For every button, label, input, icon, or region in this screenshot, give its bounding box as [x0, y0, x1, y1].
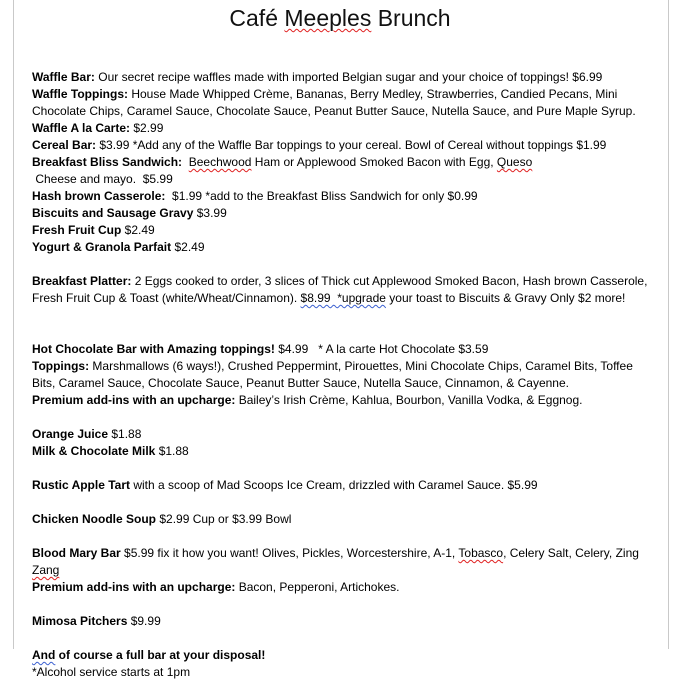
menu-item-breakfast-platter: [32, 273, 657, 307]
item-desc: your toast to Biscuits & Gravy Only $2 more!: [385, 291, 626, 305]
item-name: Premium add-ins with an upcharge:: [32, 580, 236, 594]
spelling-flag: Beechwood: [188, 155, 252, 169]
item-desc: Cheese and mayo. $5.99: [32, 172, 173, 186]
alcohol-service-note: *Alcohol service starts at 1pm: [32, 665, 191, 679]
item-name: Yogurt & Granola Parfait: [32, 240, 172, 254]
item-desc: $9.99: [127, 614, 161, 628]
menu-item-bloody-mary: [32, 545, 657, 579]
menu-item-premium-addins: [32, 392, 657, 409]
item-desc: $4.99 * A la carte Hot Chocolate $3.59: [274, 342, 489, 356]
full-bar-note: [32, 647, 657, 664]
item-desc: 2 Eggs cooked to order, 3 slices of Thick cut Applewood Smoked Bacon, Hash brown Casserole, Fresh Fruit Cup & Toast (white/Wheat/Cinnamon).: [32, 274, 648, 305]
spacer: [32, 528, 657, 545]
spacer: [32, 409, 657, 426]
menu-item-toppings: [32, 358, 657, 392]
menu-item-waffle-toppings: [32, 86, 657, 120]
item-desc: Bailey’s Irish Crème, Kahlua, Bourbon, Vanilla Vodka, & Eggnog.: [235, 393, 583, 407]
menu-item-soup: [32, 511, 657, 528]
menu-item-waffle-alacarte: [32, 120, 657, 137]
item-name: Breakfast Bliss Sandwich:: [32, 155, 183, 169]
item-name: Waffle Bar:: [32, 70, 95, 84]
menu-item-orange-juice: [32, 426, 657, 443]
item-desc: $3.99: [193, 206, 227, 220]
item-desc: Our secret recipe waffles made with imported Belgian sugar and your choice of toppings! $6.99: [94, 70, 603, 84]
item-name: Breakfast Platter:: [32, 274, 132, 288]
menu-item-fruit-cup: [32, 222, 657, 239]
item-name: [32, 648, 265, 662]
spacer: [32, 307, 657, 341]
menu-item-milk: [32, 443, 657, 460]
menu-item-waffle-bar: [32, 69, 657, 86]
item-desc: $1.88: [108, 427, 142, 441]
grammar-flag: $8.99 *upgrade: [300, 291, 386, 305]
item-name: Premium add-ins with an upcharge:: [32, 393, 236, 407]
menu-body: [32, 69, 657, 681]
item-name: Rustic Apple Tart: [32, 478, 131, 492]
spelling-flag: Queso: [496, 155, 533, 169]
title-pre: Café: [229, 5, 285, 31]
item-desc: $3.99 *Add any of the Waffle Bar toppings to your cereal. Bowl of Cereal without toppings $1.99: [96, 138, 607, 152]
menu-item-parfait: [32, 239, 657, 256]
menu-item-hash-brown: [32, 188, 657, 205]
item-desc: $2.99: [130, 121, 164, 135]
item-name: Chicken Noodle Soup: [32, 512, 157, 526]
item-desc: $2.49: [121, 223, 155, 237]
spacer: [32, 460, 657, 477]
item-desc: $1.88: [155, 444, 189, 458]
full-bar-text: of course a full bar at your disposal!: [55, 648, 266, 662]
item-desc: $1.99 *add to the Breakfast Bliss Sandwich for only $0.99: [165, 189, 478, 203]
spacer: [32, 256, 657, 273]
spacer: [32, 494, 657, 511]
item-name: Toppings:: [32, 359, 90, 373]
item-name: Cereal Bar:: [32, 138, 97, 152]
item-desc: , Celery Salt, Celery, Zing: [503, 546, 639, 560]
item-name: Waffle A la Carte:: [32, 121, 131, 135]
menu-item-mimosa: [32, 613, 657, 630]
item-desc: [182, 155, 189, 169]
menu-item-bliss-sandwich: [32, 154, 657, 188]
item-desc: $2.49: [171, 240, 205, 254]
spelling-flag: Zang: [32, 563, 60, 577]
item-name: Orange Juice: [32, 427, 109, 441]
menu-item-cereal-bar: [32, 137, 657, 154]
menu-item-biscuits: [32, 205, 657, 222]
item-desc: Ham or Applewood Smoked Bacon with Egg,: [251, 155, 497, 169]
menu-item-premium-addins-2: [32, 579, 657, 596]
item-desc: $2.99 Cup or $3.99 Bowl: [156, 512, 292, 526]
menu-item-apple-tart: [32, 477, 657, 494]
item-desc: House Made Whipped Crème, Bananas, Berry Medley, Strawberries, Candied Pecans, Mini Chocolate Chips, Caramel Sauce, Chocolate Sauce, Peanut Butter Sauce, Nutella Sauce, and Pure Maple Syrup.: [32, 87, 636, 118]
grammar-flag: And: [32, 648, 56, 662]
title-spelling-flag: Meeples: [284, 5, 372, 31]
item-desc: $5.99 fix it how you want! Olives, Pickles, Worcestershire, A-1,: [120, 546, 459, 560]
menu-item-hot-chocolate: [32, 341, 657, 358]
item-name: Blood Mary Bar: [32, 546, 121, 560]
item-name: Milk & Chocolate Milk: [32, 444, 156, 458]
item-name: Hot Chocolate Bar with Amazing toppings!: [32, 342, 275, 356]
item-desc: Marshmallows (6 ways!), Crushed Peppermint, Pirouettes, Mini Chocolate Chips, Caramel Bits, Toffee Bits, Caramel Sauce, Chocolate Sauce, Peanut Butter Sauce, Nutella Sauce, Cinnamon, & Cayenne.: [32, 359, 633, 390]
spacer: [32, 596, 657, 613]
item-desc: with a scoop of Mad Scoops Ice Cream, drizzled with Caramel Sauce. $5.99: [130, 478, 538, 492]
item-name: Hash brown Casserole:: [32, 189, 166, 203]
item-desc: Bacon, Pepperoni, Artichokes.: [235, 580, 400, 594]
spacer: [32, 630, 657, 647]
title-post: Brunch: [371, 5, 451, 31]
item-name: Waffle Toppings:: [32, 87, 128, 101]
item-name: Biscuits and Sausage Gravy: [32, 206, 194, 220]
page-title: [0, 4, 680, 32]
item-name: Mimosa Pitchers: [32, 614, 128, 628]
item-name: Fresh Fruit Cup: [32, 223, 122, 237]
spelling-flag: Tobasco: [458, 546, 504, 560]
